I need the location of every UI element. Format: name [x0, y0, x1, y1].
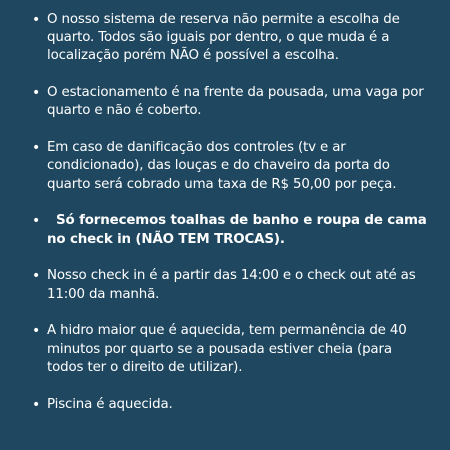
rule-pool — [30, 396, 430, 414]
rule-room-choice — [30, 11, 430, 66]
bullet-icon: • — [32, 140, 41, 157]
rule-text: Nosso check in é a partir das 14:00 e o check out até as 11:00 da manhã. — [47, 268, 416, 302]
bullet-icon: • — [32, 12, 41, 28]
rule-text: Só fornecemos toalhas de banho e roupa de cama no check in (NÃO TEM TROCAS). — [47, 213, 427, 247]
rule-parking — [30, 84, 430, 120]
rule-text: A hidro maior que é aquecida, tem permanência de 40 minutos por quarto se a pousada estiver cheia (para todos ter o direito de utilizar). — [47, 323, 407, 375]
rule-check-in-out — [30, 267, 430, 303]
rule-hot-tub — [30, 322, 430, 377]
bullet-icon: • — [32, 213, 41, 230]
rule-text: Em caso de danificação dos controles (tv e ar condicionado), das louças e do chaveiro da porta do quarto será cobrado uma taxa de R$ 50,00 por peça. — [47, 140, 397, 192]
bullet-icon: • — [32, 85, 41, 102]
rule-text: Piscina é aquecida. — [47, 396, 173, 412]
bullet-icon: • — [32, 323, 41, 340]
rule-text: O nosso sistema de reserva não permite a escolha de quarto. Todos são iguais por dentro, o que muda é a localização porém NÃO é possível a escolha. — [47, 12, 400, 64]
rules-list — [30, 11, 430, 414]
rule-towels — [30, 212, 430, 248]
bullet-icon: • — [32, 268, 41, 285]
bullet-icon: • — [32, 396, 41, 413]
rule-text: O estacionamento é na frente da pousada, uma vaga por quarto e não é coberto. — [47, 85, 424, 119]
rule-damage-fee — [30, 139, 430, 194]
